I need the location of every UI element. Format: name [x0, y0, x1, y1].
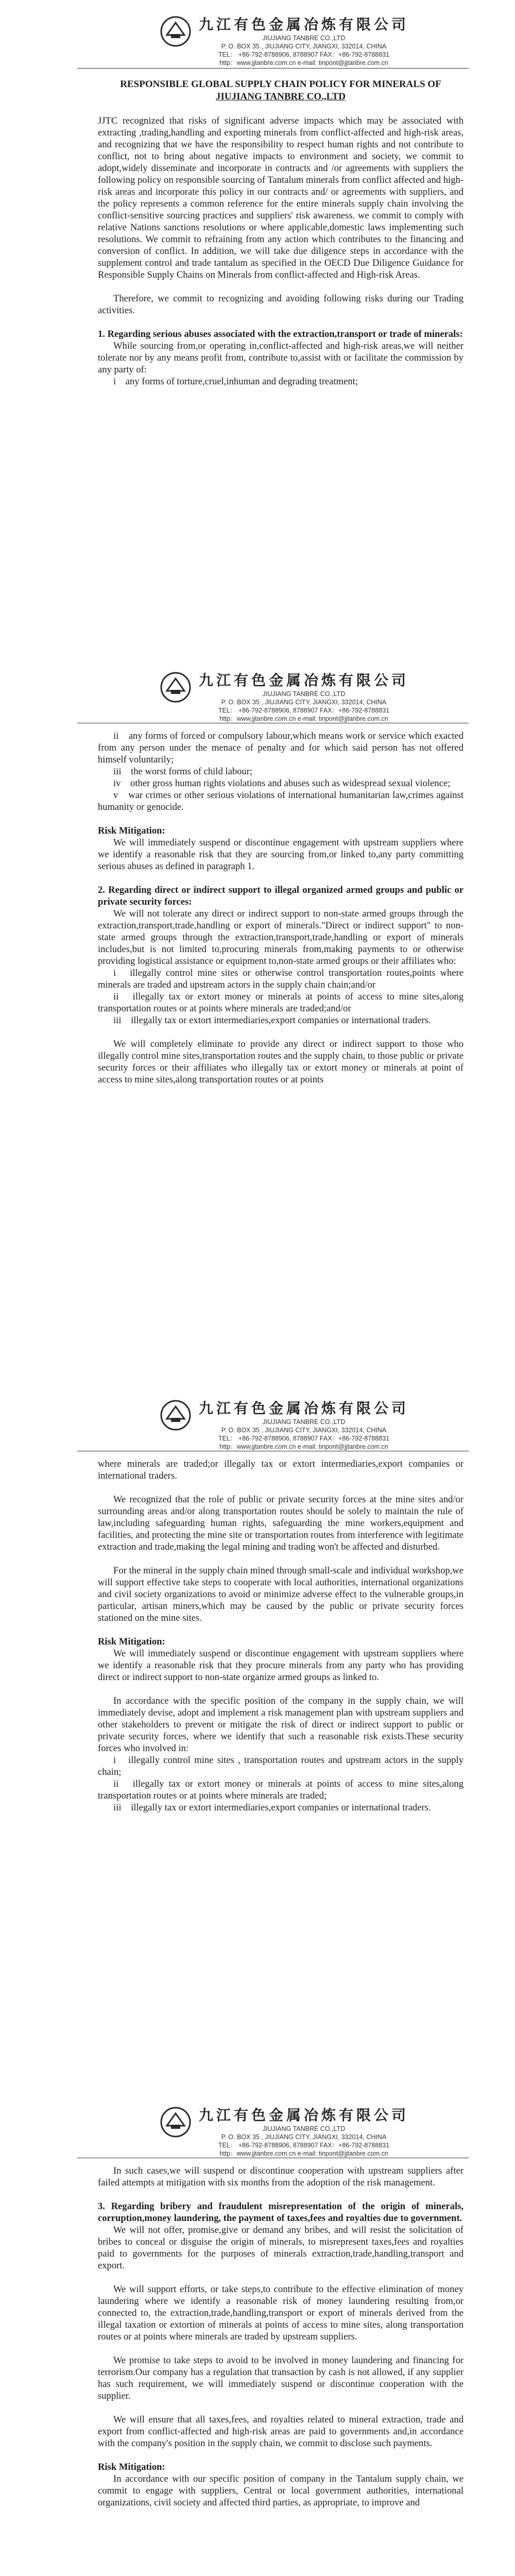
- section-3-paragraph: We will ensure that all taxes,fees, and royalties related to mineral extraction, trade and export from conflict-affected and high-risk areas are paid to governments and,in accordance with the company's position in the supply chain, we commit to disclose such payments.: [98, 2414, 464, 2449]
- company-name-en: JIUJIANG TANBRE CO.,LTD: [262, 2125, 346, 2132]
- risk-mitigation-paragraph: In accordance with the specific position of the company in the supply chain, we will immediately devise, adopt and implement a risk management plan with upstream suppliers and other stakeholders to prevent or mitigate the risk of direct or indirect support to public or private security forces, where we identify that such a reasonable risk exists.These security forces who involved in:: [98, 1696, 464, 1754]
- page-3-body: [98, 1458, 464, 1814]
- letterhead: [196, 1397, 412, 1451]
- company-address: P. O. BOX 35 , JIUJIANG CITY, JIANGXI, 332014, CHINA: [221, 43, 387, 50]
- company-web: http：www.jjtanbre.com.cn e-mail: tinpont@jjtanbre.com.cn: [219, 715, 388, 722]
- letterhead: [196, 13, 412, 67]
- company-address: P. O. BOX 35 , JIUJIANG CITY, JIANGXI, 332014, CHINA: [221, 1427, 387, 1434]
- company-web: http：www.jjtanbre.com.cn e-mail: tinpont@jjtanbre.com.cn: [219, 2150, 388, 2157]
- company-name-en: JIUJIANG TANBRE CO.,LTD: [262, 35, 346, 42]
- page-4-body: [98, 2165, 464, 2509]
- company-name-cn: 九江有色金属冶炼有限公司: [198, 1400, 409, 1417]
- section-2-paragraph: We recognized that the role of public or private security forces at the mine sites and/or surrounding areas and/or along transportation routes should be solely to maintain the rule of law,including safeguarding human rights, safeguarding the mine workers,equipment and facilities, and protecting the mine site or transportation routes from interference with legitimate extraction and trade,making the legal mining and trading won't be affected and disturbed.: [98, 1494, 464, 1552]
- section-3-paragraph: We promise to take steps to avoid to be involved in money laundering and financing for terrorism.Our company has a regulation that transaction by cash is not allowed, if any supplier has such requirement, we will immediately suspend or discontinue cooperation with the supplier.: [98, 2355, 464, 2401]
- company-address: P. O. BOX 35 , JIUJIANG CITY, JIANGXI, 332014, CHINA: [221, 699, 387, 706]
- company-name-en: JIUJIANG TANBRE CO.,LTD: [262, 690, 346, 698]
- letterhead: [196, 2104, 412, 2158]
- list-item: iii illegally tax or extort intermediaries,export companies or international traders.: [113, 1015, 431, 1026]
- letterhead: [196, 669, 412, 723]
- company-logo-icon: [160, 15, 192, 47]
- risk-mitigation-paragraph: We will immediately suspend or discontinue engagement with upstream suppliers where we identify a reasonable risk that they are sourcing from,or linked to,any party committing serious abuses as defined in paragraph 1.: [98, 837, 464, 872]
- section-3-heading: 3. Regarding bribery and fraudulent misrepresentation of the origin of minerals, corruption,money laundering, the payment of taxes,fees and royalties due to government.: [98, 2201, 464, 2224]
- section-1-heading: 1. Regarding serious abuses associated with the extraction,transport or trade of minerals:: [98, 329, 463, 340]
- page-2-body: [98, 730, 464, 1086]
- page-1-body: [98, 78, 464, 387]
- company-logo-icon: [160, 1399, 192, 1431]
- company-logo-icon: [160, 671, 192, 703]
- company-phone: TEL： +86-792-8788906, 8788907 FAX：+86-792-8788831: [218, 51, 390, 58]
- list-item: ii any forms of forced or compulsory labour,which means work or service which exacted from any person under the menace of penalty and for which said person has not offered himself voluntarily;: [98, 731, 464, 765]
- policy-subtitle: JIUJIANG TANBRE CO.,LTD: [216, 91, 346, 102]
- section-2-paragraph: We will not tolerate any direct or indirect support to non-state armed groups through the extraction,transport,trade,handling or export of minerals."Direct or indirect support" to non-state armed groups through the extraction,transport,trade,handling or export of minerals includes,but is not limited to,procuring minerals from,making payments to or otherwise providing logistical assistance or equipment to,non-state armed groups or their affiliates who:: [98, 908, 464, 967]
- intro-paragraph: JJTC recognized that risks of significant adverse impacts which may be associated with extracting ,trading,handling and exporting minerals from conflict-affected and high-risk areas, and recognizing that we have the responsibility to respect human rights and not contribute to conflict, not to bring about negative impacts to environment and society, we commit to adopt,widely disseminate and incorporate in contracts and /or agreements with suppliers the following policy on responsible sourcing of Tantalum minerals from conflict affected and high-risk areas and incorporate this policy in our contracts and/ or agreements with suppliers, and the policy represents a common reference for the entire minerals supply chain involving the conflict-sensitive sourcing practices and suppliers' risk awareness. we commit to comply with relative Nations sanctions resolutions or where applicable,domestic laws implementing such resolutions. We commit to refraining from any action which contributes to the financing and conversion of conflict. In addition, we will take due diligence steps in accordance with the supplement control and trade tantalum as specified in the OECD Due Diligence Guidance for Responsible Supply Chains on Minerals from conflict-affected and High-risk Areas.: [98, 115, 464, 280]
- company-phone: TEL： +86-792-8788906, 8788907 FAX：+86-792-8788831: [218, 2142, 390, 2149]
- section-2-paragraph: where minerals are traded;or illegally tax or extort intermediaries,export companies or international traders.: [98, 1459, 464, 1481]
- list-item: ii illegally tax or extort money or minerals at points of access to mine sites,along transportation routes or at points where minerals are traded;: [98, 1778, 464, 1801]
- company-name-cn: 九江有色金属冶炼有限公司: [198, 2107, 409, 2124]
- section-2-paragraph: We will completely eliminate to provide any direct or indirect support to those who illegally control mine sites,transportation routes and the supply chain, to those public or private security forces or their affiliates who illegally tax or extort money or minerals at point of access to mine sites,along transportation routes or at points: [98, 1039, 464, 1085]
- risk-commitment-paragraph: Therefore, we commit to recognizing and avoiding following risks during our Trading activities.: [98, 293, 464, 316]
- risk-mitigation-paragraph: In such cases,we will suspend or discontinue cooperation with upstream suppliers after failed attempts at mitigation with six months from the adoption of the risk management.: [98, 2165, 464, 2188]
- section-3-paragraph: We will support efforts, or take steps,to contribute to the effective elimination of money laundering where we identify a reasonable risk of money laundering resulting from,or connected to, the extraction,trade,handling,transport or export of minerals derived from the illegal taxation or extortion of minerals at points of access to mine sites, along transportation routes or at points where minerals are traded by upstream suppliers.: [98, 2284, 464, 2342]
- section-1-paragraph: While sourcing from,or operating in,conflict-affected and high-risk areas,we will neither tolerate nor by any means profit from, contribute to,assist with or facilitate the commission by any party of:: [98, 341, 464, 375]
- section-2-heading: 2. Regarding direct or indirect support to illegal organized armed groups and public or private security forces:: [98, 885, 464, 907]
- risk-mitigation-paragraph: In accordance with our specific position of company in the Tantalum supply chain, we commit to engage with suppliers, Central or local government authorities, international organizations, civil society and affected third parties, as appropriate, to improve and: [98, 2473, 464, 2508]
- company-address: P. O. BOX 35 , JIUJIANG CITY, JIANGXI, 332014, CHINA: [221, 2133, 387, 2141]
- risk-mitigation-heading: Risk Mitigation:: [98, 1636, 165, 1647]
- company-web: http：www.jjtanbre.com.cn e-mail: tinpont@jjtanbre.com.cn: [219, 59, 388, 66]
- company-name-cn: 九江有色金属冶炼有限公司: [198, 16, 409, 33]
- risk-mitigation-heading: Risk Mitigation:: [98, 825, 165, 836]
- list-item: i any forms of torture,cruel,inhuman and degrading treatment;: [113, 376, 358, 387]
- header-rule: [77, 68, 469, 69]
- list-item: iii the worst forms of child labour;: [113, 766, 253, 777]
- policy-title: RESPONSIBLE GLOBAL SUPPLY CHAIN POLICY FOR MINERALS OF: [120, 79, 441, 90]
- risk-mitigation-heading: Risk Mitigation:: [98, 2462, 165, 2472]
- list-item: ii illegally tax or extort money or minerals at points of access to mine sites,along transportation routes or at points where minerals are traded;and/or: [98, 991, 464, 1014]
- list-item: iv other gross human rights violations and abuses such as widespread sexual violence;: [113, 778, 451, 789]
- risk-mitigation-paragraph: We will immediately suspend or discontinue engagement with upstream suppliers where we identify a reasonable risk that they procure minerals from any party who has providing direct or indirect support to non-state organize armed groups as linked to.: [98, 1648, 464, 1683]
- company-logo-icon: [160, 2106, 192, 2138]
- company-web: http：www.jjtanbre.com.cn e-mail: tinpont@jjtanbre.com.cn: [219, 1443, 388, 1450]
- company-phone: TEL： +86-792-8788906, 8788907 FAX：+86-792-8788831: [218, 707, 390, 714]
- list-item: i illegally control mine sites or otherwise control transportation routes,points where minerals are traded and upstream actors in the supply chain chain;and/or: [98, 968, 464, 990]
- company-name-cn: 九江有色金属冶炼有限公司: [198, 672, 409, 689]
- list-item: v war crimes or other serious violations of international humanitarian law,crimes against humanity or genocide.: [98, 790, 464, 812]
- section-2-paragraph: For the mineral in the supply chain mined through small-scale and individual workshop,we will support effective take steps to cooperate with local authorities, international organizations and civil society organizations to avoid or minimize adverse effect to the vulnerable groups,in particular, artisan miners,which may be caused by the public or private security forces stationed on the mine sites.: [98, 1565, 464, 1623]
- company-name-en: JIUJIANG TANBRE CO.,LTD: [262, 1418, 346, 1426]
- list-item: i illegally control mine sites , transportation routes and upstream actors in the supply chain;: [98, 1755, 464, 1777]
- section-3-paragraph: We will not offer, promise,give or demand any bribes, and will resist the solicitation of bribes to conceal or disguise the origin of minerals, to misrepresent taxes,fees and royalties paid to governments for the purposes of minerals extraction,trade,handling,transport and export.: [98, 2225, 464, 2271]
- list-item: iii illegally tax or extort intermediaries,export companies or international traders.: [113, 1802, 431, 1813]
- company-phone: TEL： +86-792-8788906, 8788907 FAX：+86-792-8788831: [218, 1435, 390, 1442]
